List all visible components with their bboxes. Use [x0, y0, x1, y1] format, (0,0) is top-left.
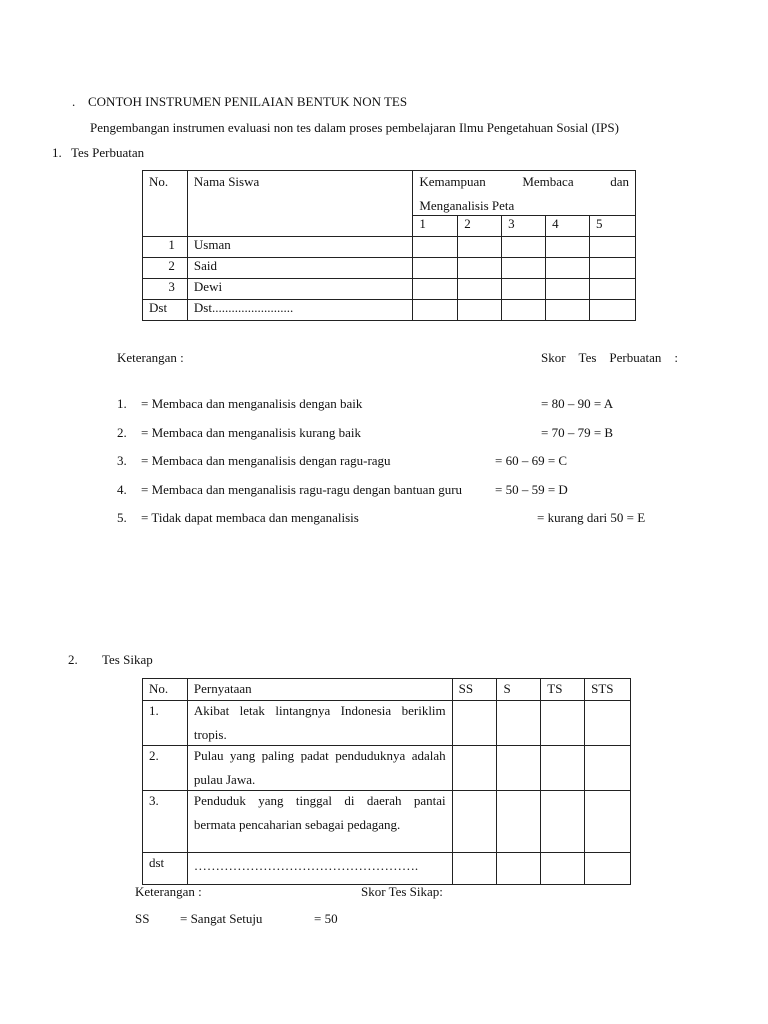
row-no: Dst	[143, 300, 188, 321]
skill-word: dan	[610, 174, 629, 189]
skor-perbuatan-label: Skor Tes Perbuatan :	[541, 350, 678, 365]
table-row	[143, 258, 636, 279]
page-title: CONTOH INSTRUMEN PENILAIAN BENTUK NON TES	[88, 94, 408, 109]
row-no: 1	[143, 237, 188, 258]
ss-meaning: = Sangat Setuju	[180, 911, 263, 926]
keterangan-label-2: Keterangan :	[135, 884, 202, 899]
row-statement: Penduduk yang tinggal di daerah pantai bermata pencaharian sebagai pedagang.	[187, 791, 452, 853]
row-name: Dst.........................	[187, 300, 412, 321]
skill-word: Membaca	[522, 174, 574, 189]
row-name: Usman	[187, 237, 412, 258]
col-header-no: No.	[143, 679, 188, 701]
heading-bullet: .	[72, 94, 76, 109]
perbuatan-table	[142, 170, 636, 321]
section1-title: Tes Perbuatan	[71, 145, 145, 160]
row-no: 3	[143, 279, 188, 300]
intro-text: Pengembangan instrumen evaluasi non tes dalam proses pembelajaran Ilmu Pengetahuan Sosial (IPS)	[90, 120, 619, 135]
table-row	[143, 237, 636, 258]
section2-title: Tes Sikap	[102, 652, 153, 667]
table-row	[143, 791, 631, 853]
row-no: 2	[143, 258, 188, 279]
row-no: 3.	[143, 791, 188, 853]
table-row	[143, 853, 631, 885]
score-col-4: 4	[546, 216, 590, 237]
score-col-2: 2	[458, 216, 502, 237]
col-header-s: S	[497, 679, 541, 701]
col-header-ss: SS	[452, 679, 497, 701]
skor-sikap-label: Skor Tes Sikap:	[361, 884, 443, 899]
col-header-no: No.	[143, 171, 188, 237]
col-header-ts: TS	[541, 679, 585, 701]
ss-value: = 50	[314, 911, 338, 926]
sikap-table	[142, 678, 631, 885]
score-col-1: 1	[413, 216, 458, 237]
row-no: 2.	[143, 746, 188, 791]
table-row	[143, 279, 636, 300]
table-row	[143, 701, 631, 746]
table-row	[143, 746, 631, 791]
row-name: Said	[187, 258, 412, 279]
score-col-3: 3	[502, 216, 546, 237]
skill-word: Kemampuan	[419, 174, 486, 189]
table-row	[143, 300, 636, 321]
col-header-skill	[413, 171, 636, 216]
row-statement: Pulau yang paling padat penduduknya adalah pulau Jawa.	[187, 746, 452, 791]
row-no: dst	[143, 853, 188, 885]
section2-number: 2.	[68, 652, 78, 667]
col-header-statement: Pernyataan	[187, 679, 452, 701]
skill-line2: Menganalisis Peta	[419, 198, 515, 213]
col-header-sts: STS	[585, 679, 631, 701]
row-name: Dewi	[187, 279, 412, 300]
row-statement: Akibat letak lintangnya Indonesia beriklim tropis.	[187, 701, 452, 746]
ss-abbr: SS	[135, 911, 150, 926]
keterangan-label: Keterangan :	[117, 350, 184, 365]
score-col-5: 5	[590, 216, 636, 237]
row-no: 1.	[143, 701, 188, 746]
col-header-name: Nama Siswa	[187, 171, 412, 237]
row-statement: …………………………………………….	[187, 853, 452, 885]
section1-number: 1.	[52, 145, 62, 160]
